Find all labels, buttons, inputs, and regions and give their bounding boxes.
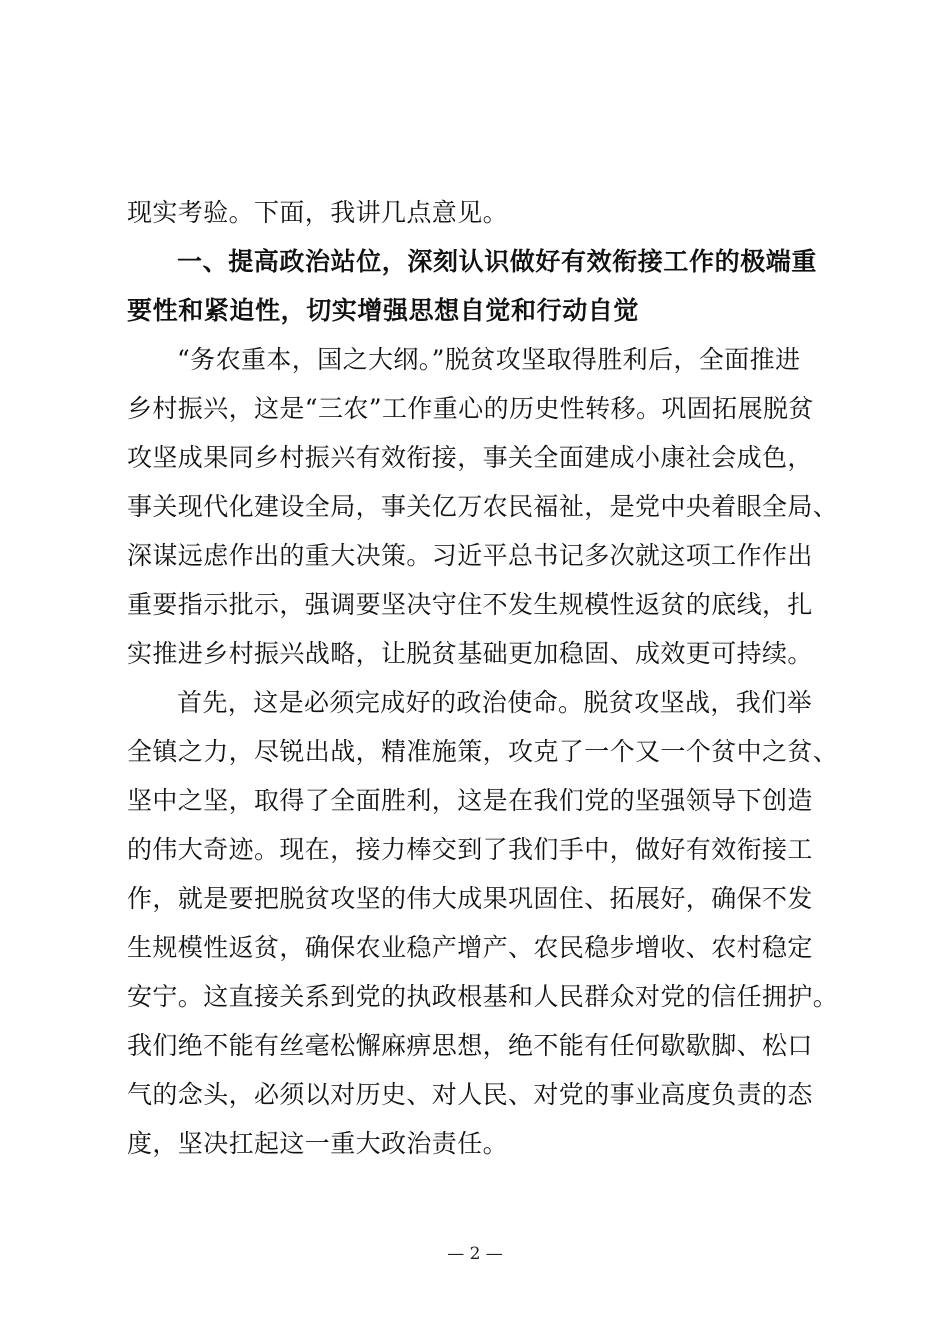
section-heading-line: 要性和紧迫性，切实增强思想自觉和行动自觉	[127, 296, 640, 325]
page-number: — 2 —	[447, 1244, 503, 1264]
body-line: 安宁。这直接关系到党的执政根基和人民群众对党的信任拥护。	[127, 982, 839, 1011]
body-line: 现实考验。下面，我讲几点意见。	[127, 198, 509, 227]
body-line: 我们绝不能有丝毫松懈麻痹思想，绝不能有任何歇歇脚、松口	[127, 1031, 813, 1060]
body-line: 乡村振兴，这是“三农”工作重心的历史性转移。巩固拓展脱贫	[127, 394, 814, 423]
body-line: 气的念头，必须以对历史、对人民、对党的事业高度负责的态	[127, 1080, 813, 1109]
body-line: 的伟大奇迹。现在，接力棒交到了我们手中，做好有效衔接工	[127, 835, 813, 864]
body-line: 实推进乡村振兴战略，让脱贫基础更加稳固、成效更可持续。	[127, 639, 813, 668]
body-line: 首先，这是必须完成好的政治使命。脱贫攻坚战，我们举	[177, 688, 813, 717]
document-body	[127, 188, 839, 1168]
body-line: 重要指示批示，强调要坚决守住不发生规模性返贫的底线，扎	[127, 590, 813, 619]
body-line: 攻坚成果同乡村振兴有效衔接，事关全面建成小康社会成色，	[127, 443, 813, 472]
body-line: 事关现代化建设全局，事关亿万农民福祉，是党中央着眼全局、	[127, 492, 839, 521]
body-line: 生规模性返贫，确保农业稳产增产、农民稳步增收、农村稳定	[127, 933, 813, 962]
body-line: 坚中之坚，取得了全面胜利，这是在我们党的坚强领导下创造	[127, 786, 813, 815]
body-line: 全镇之力，尽锐出战，精准施策，攻克了一个又一个贫中之贫、	[127, 737, 839, 766]
body-line: “务农重本，国之大纲。”脱贫攻坚取得胜利后，全面推进	[177, 345, 801, 374]
body-line: 深谋远虑作出的重大决策。习近平总书记多次就这项工作作出	[127, 541, 813, 570]
body-line: 度，坚决扛起这一重大政治责任。	[127, 1129, 509, 1158]
body-line: 作，就是要把脱贫攻坚的伟大成果巩固住、拓展好，确保不发	[127, 884, 813, 913]
section-heading-line: 一、提高政治站位，深刻认识做好有效衔接工作的极端重	[177, 247, 818, 276]
